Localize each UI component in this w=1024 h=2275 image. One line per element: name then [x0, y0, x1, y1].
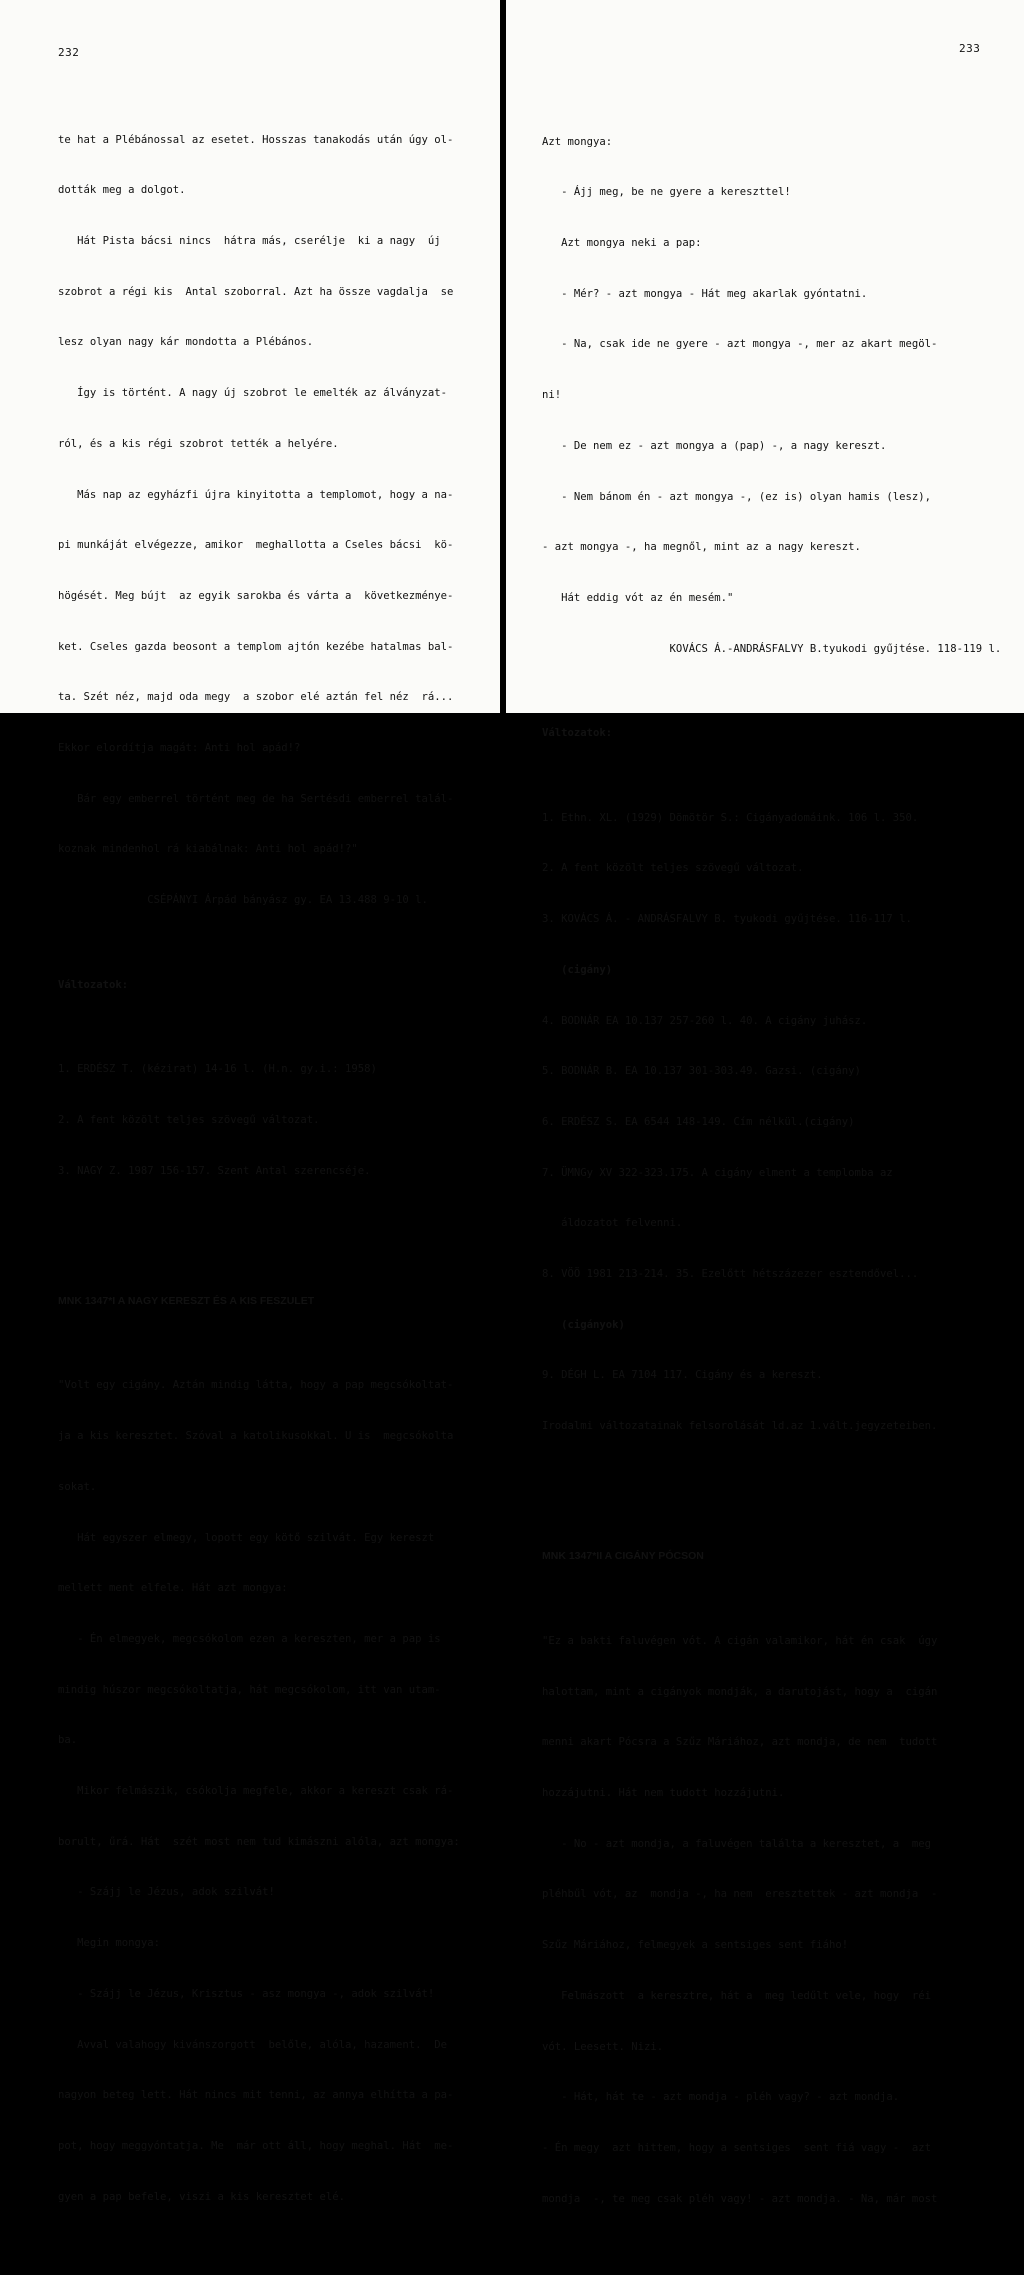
text-line: - Én megy azt hittem, hogy a sentsiges sent fiá vagy - azt: [542, 2142, 932, 2154]
text-line: - Én elmegyek, megcsókolom ezen a kereszten, mer a pap is: [58, 1632, 441, 1645]
variant-item: 3. NAGY Z. 1987 156-157. Szent Antal szerencséje.: [58, 1164, 371, 1177]
text-line: "Ez a bakti faluvégen vót. A cigán valamikor, hát én csak úgy: [542, 1634, 938, 1647]
text-line: högését. Meg bújt az egyik sarokba és várta a következménye-: [58, 589, 454, 602]
page-number: 233: [959, 42, 981, 55]
text-line: koznak mindenhol rá kiabálnak: Anti hol apád!?": [58, 843, 358, 856]
page-text: [58, 64, 460, 2273]
text-line: Mikor felmászik, csókolja megfele, akkor a kereszt csak rá-: [58, 1785, 454, 1798]
story-text: [542, 1599, 1001, 2241]
text-line: ról, és a kis régi szobrot tették a helyére.: [58, 437, 339, 450]
text-line: "Volt egy cigány. Aztán mindig látta, hogy a pap megcsókoltat-: [58, 1379, 454, 1392]
text-line: te hat a Plébánossal az esetet. Hosszas tanakodás után úgy ol-: [58, 133, 454, 146]
spacer: [542, 1503, 1001, 1515]
spacer: [58, 1247, 460, 1259]
text-line: - Szájj le Jézus, Krisztus - asz mongya -, adok szilvát!: [58, 1987, 435, 2000]
text-line: ni!: [542, 389, 562, 402]
text-line: Hát eddig vót az én mesém.": [542, 591, 734, 604]
variants-label: Változatok:: [58, 978, 129, 991]
text-line: sokat.: [58, 1480, 97, 1493]
variant-item: 4. BODNÁR EA 10.137 257-260 l. 40. A cigány juhász.: [542, 1014, 868, 1027]
text-line: dották meg a dolgot.: [58, 184, 186, 197]
text-line: Megin mongya:: [58, 1937, 161, 1950]
text-line: - Hát, hát te - azt mondja - pléh vagy? - azt mondja.: [542, 2091, 900, 2104]
text-line: halottam, mint a cigányok mondják, a darutojást, hogy a cigán: [542, 1685, 938, 1698]
text-line: mondja -, te meg csak pléh vagy! - azt mondja. - Na, már most: [542, 2192, 938, 2205]
page-number: 232: [58, 46, 80, 59]
text-line: - Szájj le Jézus, adok szilvát!: [58, 1886, 275, 1899]
text-line: Hát Pista bácsi nincs hátra más, cserélje ki a nagy új: [58, 235, 441, 248]
variant-item: (cigány): [542, 963, 613, 976]
variant-item: 8. VÖÖ 1981 213-214. 35. Ezelőtt hétszázezer esztendővel...: [542, 1268, 919, 1281]
variant-item: 7. ÜMNGy XV 322-323.175. A cigány elment a templomba az: [542, 1166, 893, 1179]
variants-list: [58, 1027, 460, 1213]
text-line: Felmászott a keresztre, hát a meg ledűlt vele, hogy réi: [542, 1989, 932, 2002]
variant-item: 9. DÉGH L. EA 7104 117. Cigány és a kereszt.: [542, 1369, 823, 1382]
story-ending: [58, 98, 460, 943]
text-line: pot, hogy meggyóntatja. Me már ott áll, hogy meghal. Hát me-: [58, 2140, 454, 2152]
variants-label: Változatok:: [542, 727, 613, 740]
variant-item: 1. ERDÉSZ T. (kézirat) 14-16 l. (H.n. gy.i.: 1958): [58, 1063, 377, 1076]
page-text: [542, 66, 1001, 2275]
text-line: - Ájj meg, be ne gyere a kereszttel!: [542, 186, 791, 199]
text-line: Hát egyszer elmegy, lopott egy kötő szilvát. Egy kereszt: [58, 1531, 435, 1544]
text-line: pléhbűl vót, az mondja -, ha nem eresztettek - azt mondja -: [542, 1888, 938, 1901]
text-line: Ekkor elordítja magát: Anti hol apád!?: [58, 742, 301, 755]
variant-item: (cigányok): [542, 1318, 625, 1331]
variant-item: 2. A fent közölt teljes szövegű változat.: [542, 862, 804, 875]
text-line: Szűz Máriához, felmegyek a sentsiges sent fiáho!: [542, 1939, 849, 1952]
text-line: Bár egy emberrel történt meg de ha Sertésdi emberrel talál-: [58, 792, 454, 805]
variant-item: Irodalmi változatainak felsorolását ld.az 1.vált.jegyzeteiben.: [542, 1420, 938, 1433]
section-title: MNK 1347*II A CIGÁNY PÓCSON: [542, 1550, 704, 1563]
text-line: - Mér? - azt mongya - Hát meg akarlak gyóntatni.: [542, 287, 868, 300]
text-line: ja a kis keresztet. Szóval a katolikusokkal. U is megcsókolta: [58, 1430, 454, 1443]
text-line: hozzájutni. Hát nem tudott hozzájutni.: [542, 1787, 785, 1800]
text-line: Azt mongya neki a pap:: [542, 237, 702, 250]
text-line: borult, űrá. Hát szét most nem tud kimászni alóla, azt mongya:: [58, 1835, 460, 1848]
text-line: Így is történt. A nagy új szobrot le emelték az álványzat-: [58, 387, 448, 400]
right-page: [506, 0, 1024, 2205]
text-line: pi munkáját elvégezze, amikor meghallotta a Cseles bácsi kö-: [58, 539, 454, 552]
text-line: - Nem bánom én - azt mongya -, (ez is) olyan hamis (lesz),: [542, 490, 932, 503]
left-page: [0, 0, 500, 2203]
story-text: [58, 1344, 460, 2240]
text-line: - De nem ez - azt mongya a (pap) -, a nagy kereszt.: [542, 439, 887, 452]
section-title: MNK 1347*I A NAGY KERESZT ÉS A KIS FESZULET: [58, 1294, 315, 1307]
text-line: gyen a pap befele, viszi a kis keresztet elé.: [58, 2190, 346, 2203]
text-line: KOVÁCS Á.-ANDRÁSFALVY B.tyukodi gyűjtése. 118-119 l.: [542, 642, 1002, 655]
variants-list: [542, 776, 1001, 1469]
text-line: - No - azt mondja, a faluvégen találta a keresztet, a meg: [542, 1837, 932, 1850]
variant-item: áldozatot felvenni.: [542, 1217, 683, 1230]
text-line: ta. Szét néz, majd oda megy a szobor elé aztán fel néz rá...: [58, 691, 454, 704]
text-line: ket. Cseles gazda beosont a templom ajtón kezébe hatalmas bal-: [58, 640, 454, 653]
text-line: lesz olyan nagy kár mondotta a Plébános.: [58, 336, 314, 349]
text-line: Avval valahogy kivánszorgott belőle, alóla, hazament. De: [58, 2038, 448, 2051]
text-line: - Na, csak ide ne gyere - azt mongya -, mer az akart megöl-: [542, 338, 938, 351]
text-line: CSÉPÁNYI Árpád bányász gy. EA 13.488 9-10 l.: [58, 894, 428, 907]
variant-item: 1. Ethn. XL. (1929) Dömötör S.: Cigányadomáink. 106 l. 350.: [542, 811, 919, 824]
text-line: vót. Leesett. Nizi.: [542, 2040, 664, 2053]
variant-item: 2. A fent közölt teljes szövegű változat.: [58, 1113, 320, 1126]
text-line: ba.: [58, 1734, 78, 1747]
variant-item: 3. KOVÁCS Á. - ANDRÁSFALVY B. tyukodi gyűjtése. 116-117 l.: [542, 913, 912, 926]
variant-item: 5. BODNÁR B. EA 10.137 301-303.49. Gazsi. (cigány): [542, 1065, 861, 1078]
text-line: nagyon beteg lett. Hát nincs mit tenni, az annya elhítta a pa-: [58, 2089, 454, 2102]
variant-item: 6. ERDÉSZ S. EA 6544 148-149. Cím nélkül.(cigány): [542, 1115, 855, 1128]
text-line: menni akart Pócsra a Szűz Máriához, azt mondja, de nem tudott: [542, 1736, 938, 1749]
text-line: Azt mongya:: [542, 135, 613, 148]
text-line: - azt mongya -, ha megnől, mint az a nagy kereszt.: [542, 541, 861, 554]
text-line: szobrot a régi kis Antal szoborral. Azt ha össze vagdalja se: [58, 285, 454, 298]
story-ending: [542, 100, 1001, 692]
text-line: mellett ment elfele. Hát azt mongya:: [58, 1582, 288, 1595]
text-line: Más nap az egyházfi újra kinyitotta a templomot, hogy a na-: [58, 488, 454, 501]
text-line: mindig húszor megcsókoltatja, hát megcsókolom, itt van utam-: [58, 1683, 441, 1696]
